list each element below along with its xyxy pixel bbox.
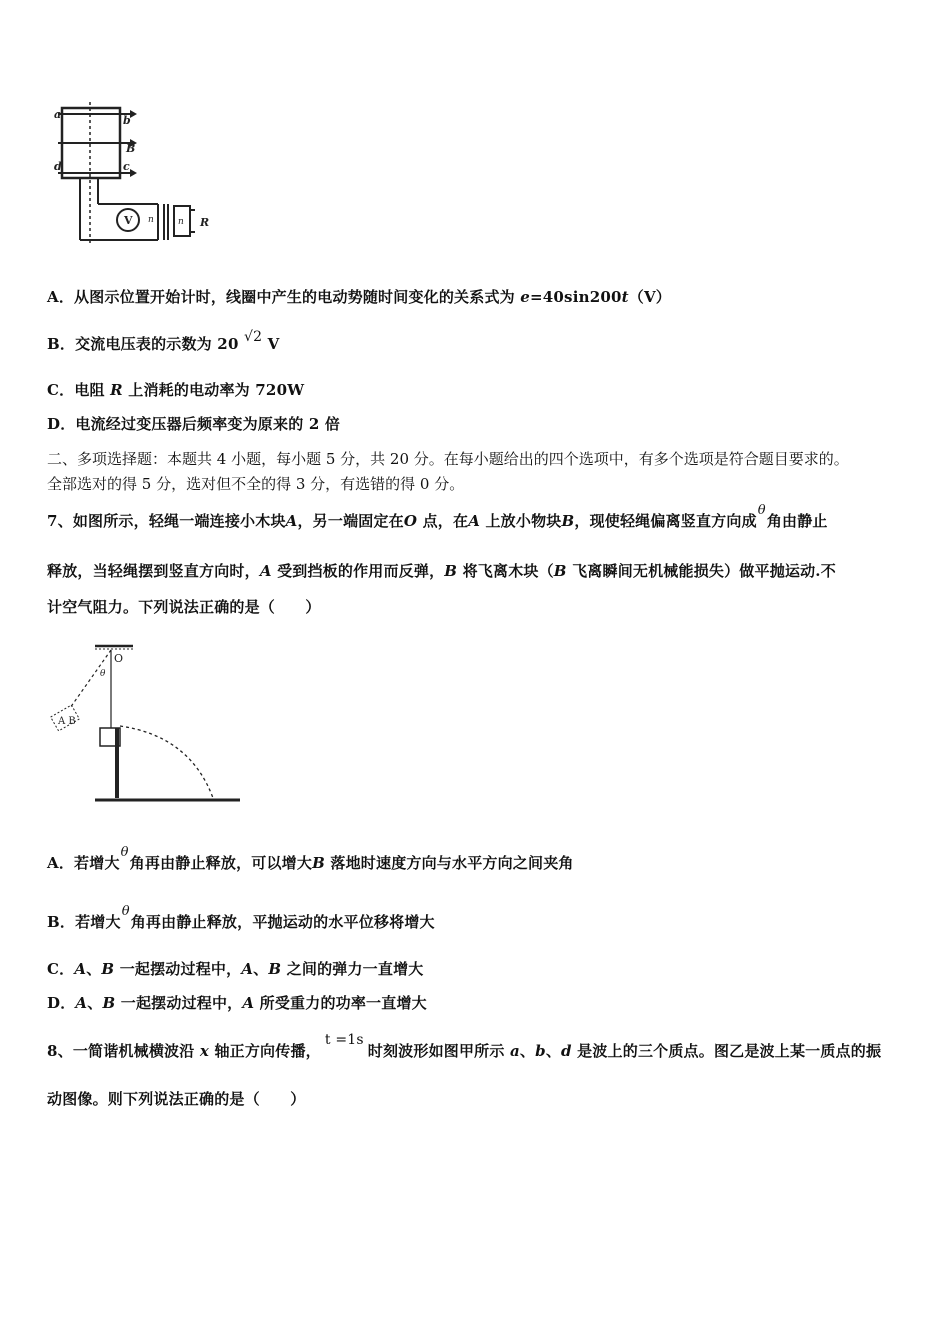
fig2-label-AB: A B bbox=[58, 716, 76, 727]
q7-stem-line1: 7、如图所示，轻绳一端连接小木块A，另一端固定在O 点，在A 上放小物块B，现使轻绳偏离竖直方向成θ角由静止 bbox=[47, 503, 828, 530]
fig2-label-theta: θ bbox=[100, 669, 106, 679]
fig1-label-b: b bbox=[123, 114, 131, 127]
q6-option-b: B．交流电压表的示数为 20 √2 V bbox=[47, 329, 280, 353]
q6-option-d: D．电流经过变压器后频率变为原来的 2 倍 bbox=[47, 415, 341, 433]
fig1-label-d: d bbox=[54, 160, 62, 173]
fig1-label-V: V bbox=[124, 214, 133, 227]
q8-stem-line1: 8、一简谐机械横波沿 x 轴正方向传播，t =1s时刻波形如图甲所示 a、b、d 是波上的三个质点。图乙是波上某一质点的振 bbox=[47, 1032, 882, 1060]
q7-option-d: D．A、B 一起摆动过程中，A 所受重力的功率一直增大 bbox=[47, 994, 427, 1012]
q6-option-a: A．从图示位置开始计时，线圈中产生的电动势随时间变化的关系式为 e=40sin200t（V） bbox=[47, 288, 672, 306]
q6-option-c: C．电阻 R 上消耗的电动率为 720W bbox=[47, 381, 305, 399]
q7-option-a: A．若增大θ角再由静止释放，可以增大B 落地时速度方向与水平方向之间夹角 bbox=[47, 845, 574, 872]
q7-stem-line3: 计空气阻力。下列说法正确的是（ ） bbox=[47, 598, 321, 616]
q7-option-b: B．若增大θ角再由静止释放，平抛运动的水平位移将增大 bbox=[47, 904, 435, 931]
fig1-label-n2: n bbox=[178, 217, 184, 227]
section-2-instructions-line2: 全部选对的得 5 分，选对但不全的得 3 分，有选错的得 0 分。 bbox=[47, 475, 465, 493]
pendulum-projectile-figure bbox=[45, 640, 245, 810]
fig1-label-R: R bbox=[200, 216, 210, 229]
section-2-instructions-line1: 二、多项选择题：本题共 4 小题，每小题 5 分，共 20 分。在每小题给出的四个选项中，有多个选项是符合题目要求的。 bbox=[47, 450, 849, 468]
coil-transformer-figure bbox=[50, 100, 220, 250]
fig1-label-n1: n bbox=[148, 215, 154, 225]
fig1-label-a: a bbox=[54, 108, 62, 121]
q8-stem-line2: 动图像。则下列说法正确的是（ ） bbox=[47, 1090, 306, 1108]
q7-option-c: C．A、B 一起摆动过程中，A、B 之间的弹力一直增大 bbox=[47, 960, 424, 978]
fig1-label-B: B bbox=[126, 142, 136, 155]
q7-stem-line2: 释放，当轻绳摆到竖直方向时，A 受到挡板的作用而反弹，B 将飞离木块（B 飞离瞬间无机械能损失）做平抛运动.不 bbox=[47, 562, 836, 580]
fig1-label-c: c bbox=[123, 160, 130, 173]
fig2-label-O: O bbox=[114, 652, 124, 665]
